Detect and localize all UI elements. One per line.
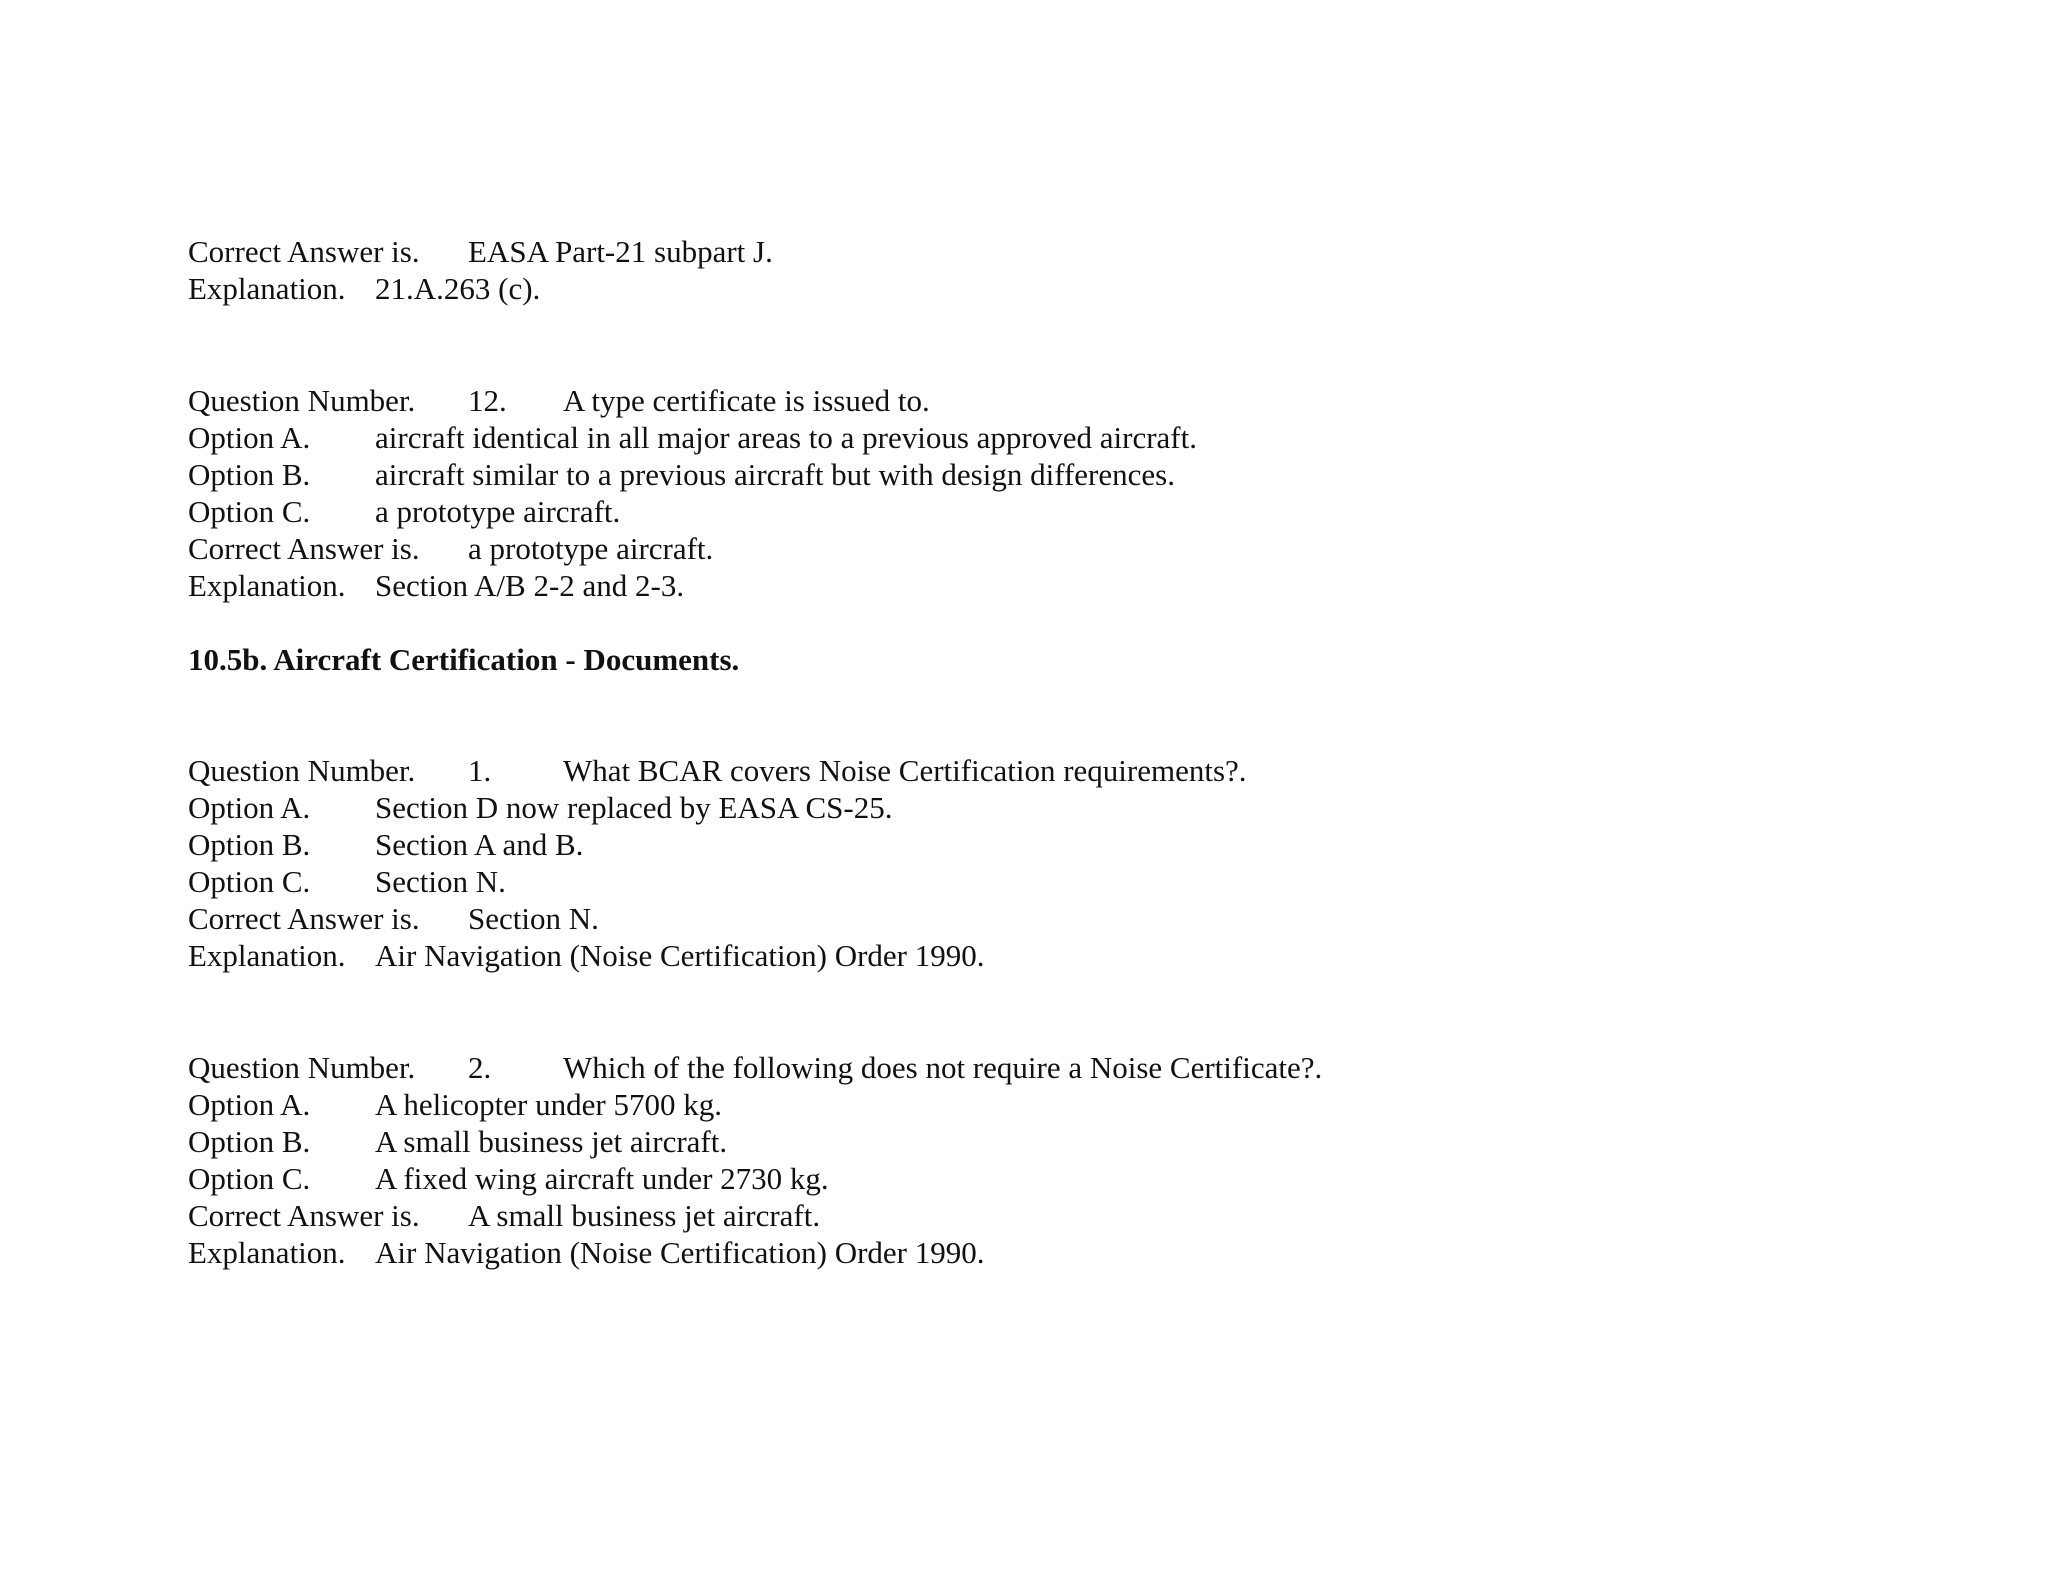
explanation-value: 21.A.263 (c). — [375, 271, 541, 306]
option-c-text: Section N. — [375, 864, 506, 899]
explanation-label: Explanation. — [188, 938, 346, 973]
option-a-text: aircraft identical in all major areas to a previous approved aircraft. — [375, 420, 1197, 455]
option-b-label: Option B. — [188, 1124, 311, 1159]
option-a-text: A helicopter under 5700 kg. — [375, 1087, 722, 1122]
question-text: A type certificate is issued to. — [563, 383, 930, 418]
question-number-label: Question Number. — [188, 753, 416, 788]
correct-answer-value: a prototype aircraft. — [468, 531, 714, 566]
option-a-text: Section D now replaced by EASA CS-25. — [375, 790, 893, 825]
correct-answer-label: Correct Answer is. — [188, 531, 420, 566]
explanation-value: Air Navigation (Noise Certification) Order 1990. — [375, 938, 985, 973]
question-number-label: Question Number. — [188, 1050, 416, 1085]
option-b-text: Section A and B. — [375, 827, 584, 862]
question-number-label: Question Number. — [188, 383, 416, 418]
correct-answer-label: Correct Answer is. — [188, 901, 420, 936]
question-number: 12. — [468, 383, 507, 418]
option-c-label: Option C. — [188, 864, 311, 899]
explanation-label: Explanation. — [188, 271, 346, 306]
question-text: Which of the following does not require a Noise Certificate?. — [563, 1050, 1323, 1085]
option-a-label: Option A. — [188, 420, 311, 455]
correct-answer-label: Correct Answer is. — [188, 1198, 420, 1233]
question-number: 2. — [468, 1050, 492, 1085]
explanation-value: Air Navigation (Noise Certification) Order 1990. — [375, 1235, 985, 1270]
question-text: What BCAR covers Noise Certification requirements?. — [563, 753, 1247, 788]
option-b-text: A small business jet aircraft. — [375, 1124, 728, 1159]
explanation-label: Explanation. — [188, 568, 346, 603]
correct-answer-value: EASA Part-21 subpart J. — [468, 234, 773, 269]
option-c-label: Option C. — [188, 1161, 311, 1196]
option-a-label: Option A. — [188, 1087, 311, 1122]
question-number: 1. — [468, 753, 492, 788]
correct-answer-label: Correct Answer is. — [188, 234, 420, 269]
option-a-label: Option A. — [188, 790, 311, 825]
option-c-label: Option C. — [188, 494, 311, 529]
option-b-label: Option B. — [188, 827, 311, 862]
explanation-label: Explanation. — [188, 1235, 346, 1270]
option-b-label: Option B. — [188, 457, 311, 492]
explanation-value: Section A/B 2-2 and 2-3. — [375, 568, 685, 603]
correct-answer-value: A small business jet aircraft. — [468, 1198, 821, 1233]
option-b-text: aircraft similar to a previous aircraft but with design differences. — [375, 457, 1175, 492]
correct-answer-value: Section N. — [468, 901, 599, 936]
option-c-text: A fixed wing aircraft under 2730 kg. — [375, 1161, 829, 1196]
section-heading: 10.5b. Aircraft Certification - Documents. — [188, 642, 740, 677]
option-c-text: a prototype aircraft. — [375, 494, 621, 529]
